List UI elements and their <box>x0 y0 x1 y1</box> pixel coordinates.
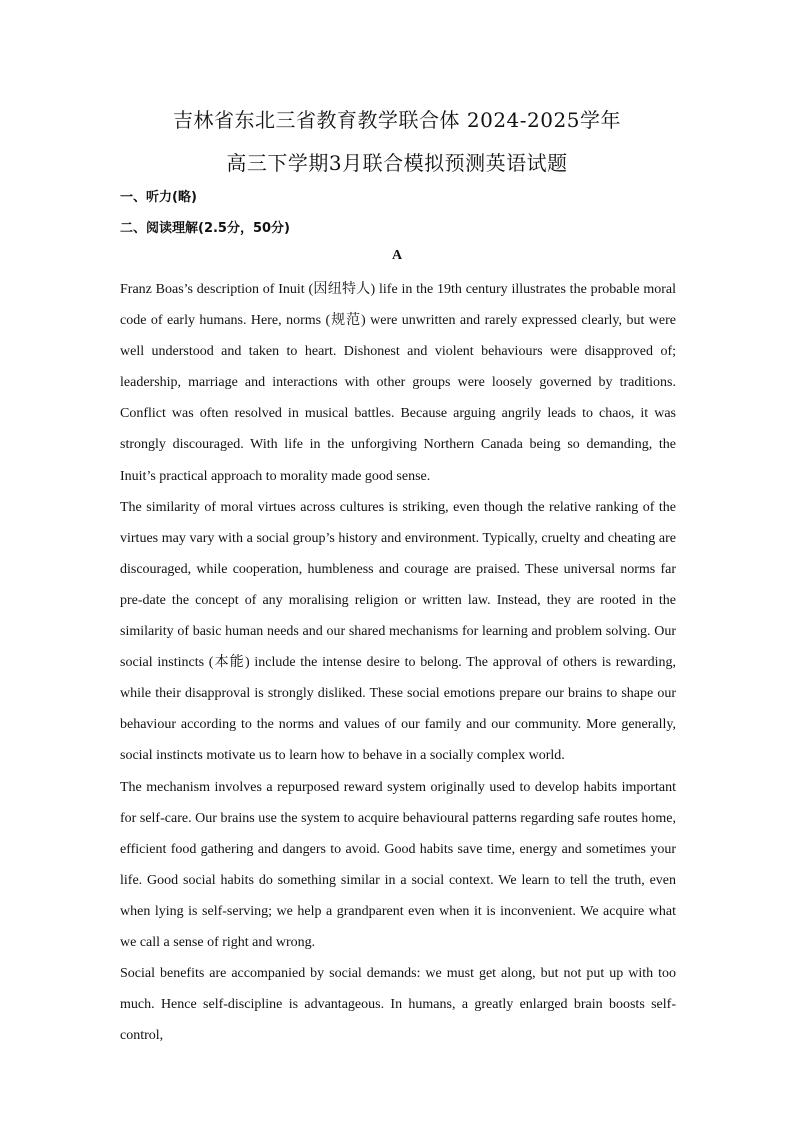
section-heading-listening: 一、听力(略) <box>120 190 197 205</box>
section-heading-reading: 二、阅读理解(2.5分，50分) <box>120 221 291 236</box>
passage-paragraph-3: The mechanism involves a repurposed reward system originally used to develop habits important for self-care. Our brains use the system to acquire behavioural patterns regarding safe routes home, efficient food gathering and dangers to avoid. Good habits save time, energy and sometimes your life. Good social habits do something similar in a social context. We learn to tell the truth, even when lying is self-serving; we help a grandparent even when it is inconvenient. We acquire what we call a sense of right and wrong. <box>120 779 676 950</box>
passage-paragraph-4: Social benefits are accompanied by social demands: we must get along, but not put up with too much. Hence self-discipline is advantageous. In humans, a greatly enlarged brain boosts self-control, <box>120 966 676 1044</box>
passage-paragraph-1: Franz Boas’s description of Inuit (因纽特人) life in the 19th century illustrates the probable moral code of early humans. Here, norms (规范) were unwritten and rarely expressed clearly, but were well understood and taken to heart. Dishonest and violent behaviours were disapproved of; leadership, marriage and interactions with other groups were loosely governed by traditions. Conflict was often resolved in musical battles. Because arguing angrily leads to chaos, it was strongly discouraged. With life in the unforgiving Northern Canada being so demanding, the Inuit’s practical approach to morality made good sense. <box>120 282 676 484</box>
document-title-line2: 高三下学期3月联合模拟预测英语试题 <box>226 151 568 175</box>
passage-label: A <box>391 248 403 263</box>
document-title-line1: 吉林省东北三省教育教学联合体 2024-2025学年 <box>173 108 621 132</box>
passage-paragraph-2: The similarity of moral virtues across cultures is striking, even though the relative ranking of the virtues may vary with a social group’s history and environment. Typically, cruelty and cheating are discouraged, while cooperation, humbleness and courage are praised. These universal norms far pre-date the concept of any moralising religion or written law. Instead, they are rooted in the similarity of basic human needs and our shared mechanisms for learning and problem solving. Our social instincts (本能) include the intense desire to belong. The approval of others is rewarding, while their disapproval is strongly disliked. These social emotions prepare our brains to shape our behaviour according to the norms and values of our family and our community. More generally, social instincts motivate us to learn how to behave in a socially complex world. <box>120 499 676 764</box>
passage-body <box>120 274 676 1051</box>
